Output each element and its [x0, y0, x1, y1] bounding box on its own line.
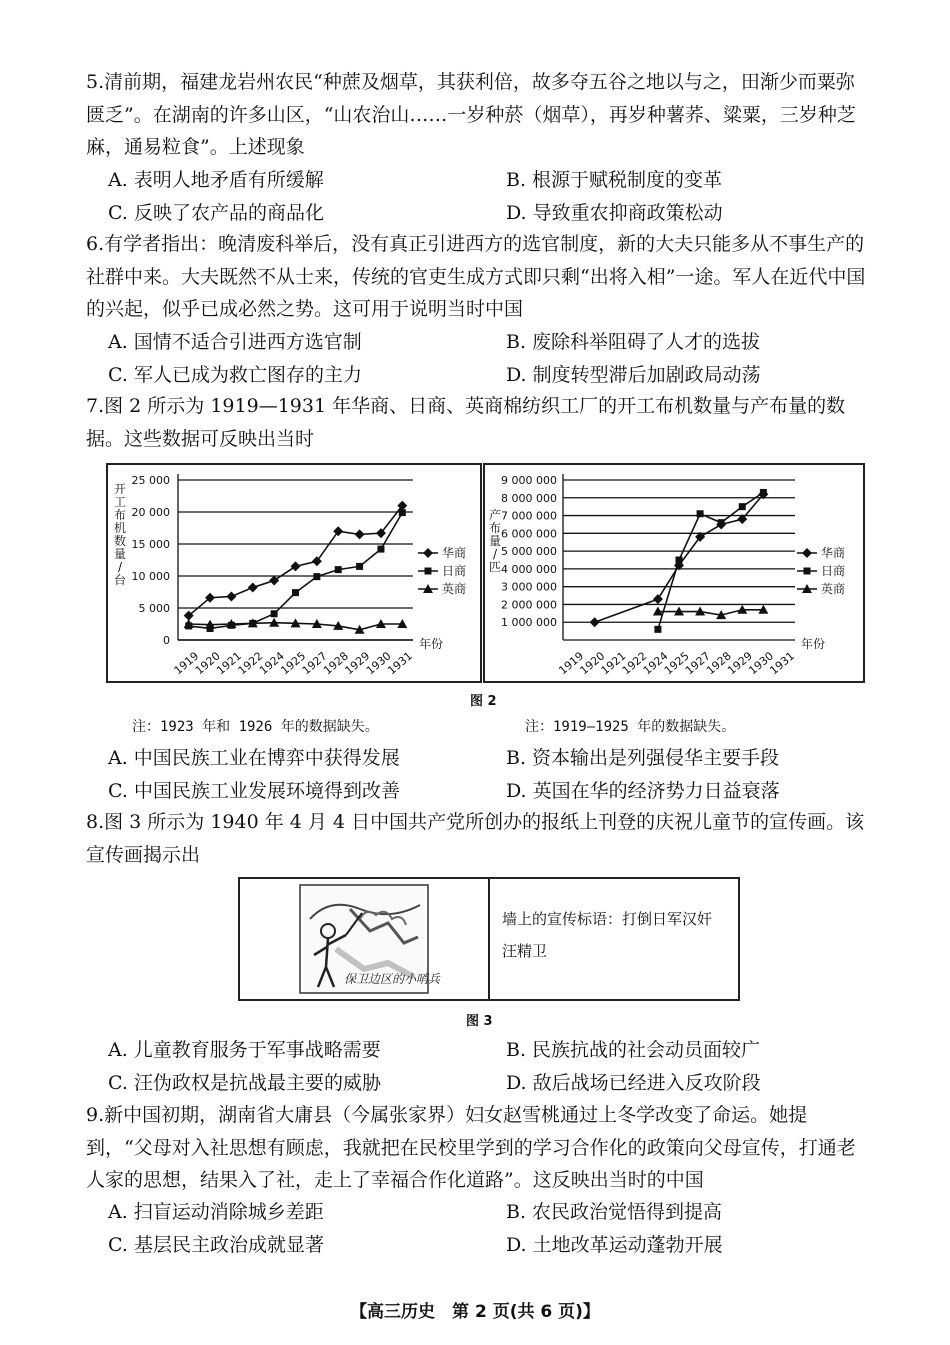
- series-line-英商: [658, 610, 763, 615]
- y-axis-label-char: 台: [113, 573, 127, 587]
- y-tick-label: 9 000 000: [501, 474, 557, 487]
- data-point-日商: [271, 610, 278, 617]
- y-tick-label: 2 000 000: [501, 598, 557, 612]
- question-stem: 8.图 3 所示为 1940 年 4 月 4 日中国共产党所创办的报纸上刊登的庆祝儿童节的宣传画。该宣传画揭示出: [86, 811, 865, 866]
- question-9: [86, 1099, 870, 1197]
- data-point-日商: [760, 489, 767, 496]
- x-tick-label: 1931: [385, 649, 415, 678]
- data-point-华商: [248, 583, 258, 593]
- data-point-华商: [653, 594, 663, 604]
- y-tick-label: 15 000: [131, 538, 170, 551]
- y-tick-label: 20 000: [131, 506, 170, 519]
- option-c[interactable]: C. 中国民族工业发展环境得到改善: [108, 779, 400, 802]
- legend-label: 英商: [821, 582, 846, 596]
- option-d[interactable]: D. 英国在华的经济势力日益衰落: [506, 779, 780, 802]
- poster-caption-text: 保卫边区的小哨兵: [344, 972, 441, 986]
- data-point-日商: [718, 519, 725, 526]
- data-point-日商: [654, 626, 661, 633]
- x-tick-label: 1927: [299, 649, 330, 678]
- legend-marker: [804, 568, 811, 575]
- y-tick-label: 1 000 000: [501, 616, 557, 630]
- data-point-华商: [355, 529, 365, 539]
- y-tick-label: 5 000: [138, 602, 170, 615]
- legend-label: 日商: [442, 564, 467, 578]
- legend-marker: [802, 548, 812, 558]
- propaganda-poster: [238, 877, 740, 1001]
- series-line-华商: [189, 506, 403, 616]
- option-d[interactable]: D. 土地改革运动蓬勃开展: [506, 1233, 723, 1256]
- question-5-options: [108, 164, 868, 229]
- question-stem: 6.有学者指出：晚清废科举后，没有真正引进西方的选官制度，新的大夫只能多从不事生产的社群中来。大夫既然不从士来，传统的官吏生成方式即只剩“出将入相”一途。军人在近代中国的兴起，似乎已成必然之势。这可用于说明当时中国: [86, 233, 866, 320]
- y-tick-label: 6 000 000: [501, 527, 557, 541]
- question-stem: 7.图 2 所示为 1919—1931 年华商、日商、英商棉纺织工厂的开工布机数量与产布量的数据。这些数据可反映出当时: [86, 395, 846, 450]
- y-axis-label-char: 布: [113, 508, 127, 522]
- option-b[interactable]: B. 资本输出是列强侵华主要手段: [506, 747, 780, 769]
- y-tick-label: 4 000 000: [501, 562, 557, 576]
- data-point-日商: [313, 573, 320, 580]
- x-tick-label: 1924: [256, 649, 287, 678]
- legend-label: 华商: [442, 546, 467, 560]
- y-tick-label: 3 000 000: [501, 580, 557, 594]
- option-a[interactable]: A. 儿童教育服务于军事战略需要: [108, 1039, 381, 1061]
- y-axis-label-char: 产: [488, 508, 502, 522]
- question-6-options: [108, 326, 868, 391]
- x-tick-label: 1919: [556, 649, 587, 678]
- x-axis-label: 年份: [801, 637, 826, 651]
- question-stem: 5.清前期，福建龙岩州农民“种蔗及烟草，其获利倍，故多夺五谷之地以与之，田渐少而粟弥匮乏”。在湖南的许多山区，“山农治山……一岁种菸（烟草），再岁种薯荞、粱粟，三岁种芝麻，通易粒食”。上述现象: [86, 71, 856, 158]
- loom-count-chart-svg: [108, 465, 480, 681]
- cloth-output-chart-svg: [485, 465, 863, 681]
- figure-2-note-left: 注：1923 年和 1926 年的数据缺失。: [132, 719, 379, 735]
- child-sentry-drawing: [240, 879, 488, 999]
- data-point-华商: [269, 575, 279, 585]
- x-tick-label: 1927: [682, 649, 713, 678]
- option-d[interactable]: D. 制度转型滞后加剧政局动荡: [506, 363, 761, 386]
- option-c[interactable]: C. 汪伪政权是抗战最主要的威胁: [108, 1071, 381, 1094]
- option-a[interactable]: A. 国情不适合引进西方选官制: [108, 331, 362, 353]
- data-point-日商: [377, 546, 384, 553]
- figure-3-caption: 图 3: [466, 1014, 493, 1029]
- question-5: [86, 66, 870, 164]
- y-axis-label-char: 量: [488, 534, 502, 548]
- data-point-华商: [226, 591, 236, 601]
- option-b[interactable]: B. 民族抗战的社会动员面较广: [506, 1039, 761, 1061]
- option-c[interactable]: C. 反映了农产品的商品化: [108, 201, 324, 224]
- option-b[interactable]: B. 废除科举阻碍了人才的选拔: [506, 331, 761, 353]
- y-axis-label-char: /: [492, 547, 498, 561]
- figure-2-note-right: 注：1919—1925 年的数据缺失。: [525, 719, 736, 735]
- y-tick-label: 5 000 000: [501, 545, 557, 559]
- y-tick-label: 0: [163, 634, 170, 647]
- x-tick-label: 1930: [363, 649, 394, 678]
- y-tick-label: 7 000 000: [501, 509, 557, 523]
- question-9-options: [108, 1196, 868, 1261]
- data-point-日商: [676, 557, 683, 564]
- question-8-options: [108, 1034, 868, 1099]
- legend-label: 华商: [821, 546, 846, 560]
- x-tick-label: 1924: [640, 649, 671, 678]
- y-axis-label-char: 布: [488, 521, 502, 535]
- x-tick-label: 1930: [746, 649, 777, 678]
- y-tick-label: 25 000: [131, 474, 170, 487]
- x-tick-label: 1931: [767, 649, 798, 678]
- option-b[interactable]: B. 农民政治觉悟得到提高: [506, 1201, 723, 1223]
- x-tick-label: 1921: [598, 649, 629, 678]
- option-a[interactable]: A. 扫盲运动消除城乡差距: [108, 1201, 324, 1223]
- x-tick-label: 1921: [214, 649, 245, 678]
- x-axis-label: 年份: [419, 637, 444, 651]
- option-d[interactable]: D. 敌后战场已经进入反攻阶段: [506, 1071, 761, 1094]
- y-axis-label-char: 量: [113, 547, 127, 561]
- question-7-options: [108, 742, 868, 807]
- data-point-日商: [399, 509, 406, 516]
- y-axis-label-char: /: [117, 560, 123, 574]
- data-point-华商: [291, 561, 301, 571]
- x-tick-label: 1922: [619, 649, 650, 678]
- legend-label: 日商: [821, 564, 846, 578]
- figure-2-caption: 图 2: [470, 694, 497, 709]
- x-tick-label: 1929: [725, 649, 755, 678]
- x-tick-label: 1928: [321, 649, 351, 678]
- option-c[interactable]: C. 基层民主政治成就显著: [108, 1233, 324, 1256]
- y-axis-label-char: 工: [113, 495, 127, 509]
- x-tick-label: 1925: [278, 649, 309, 678]
- poster-slogan: 墙上的宣传标语：打倒日军汉奸汪精卫: [502, 910, 713, 960]
- y-axis-label-char: 数: [113, 534, 127, 548]
- data-point-华商: [312, 556, 322, 566]
- chart-cloth-output: [483, 463, 865, 683]
- question-7: [86, 390, 870, 455]
- option-b[interactable]: B. 根源于赋税制度的变革: [506, 169, 723, 191]
- x-tick-label: 1925: [661, 649, 692, 678]
- question-stem: 9.新中国初期，湖南省大庸县（今属张家界）妇女赵雪桃通过上冬学改变了命运。她提到，“父母对入社思想有顾虑，我就把在民校里学到的学习合作化的政策向父母宣传，打通老人家的思想，结果入了社，走上了幸福合作化道路”。这反映出当时的中国: [86, 1104, 856, 1191]
- data-point-日商: [356, 563, 363, 570]
- option-a[interactable]: A. 中国民族工业在博弈中获得发展: [108, 747, 400, 769]
- x-tick-label: 1920: [577, 649, 608, 678]
- option-a[interactable]: A. 表明人地矛盾有所缓解: [108, 169, 324, 191]
- x-tick-label: 1919: [171, 649, 202, 678]
- data-point-华商: [590, 617, 600, 627]
- x-tick-label: 1928: [704, 649, 734, 678]
- data-point-华商: [333, 526, 343, 536]
- data-point-日商: [739, 503, 746, 510]
- legend-label: 英商: [442, 582, 467, 596]
- y-axis-label-char: 匹: [488, 560, 502, 574]
- question-8: [86, 806, 870, 871]
- x-tick-label: 1922: [235, 649, 266, 678]
- option-c[interactable]: C. 军人已成为救亡图存的主力: [108, 363, 362, 386]
- y-tick-label: 10 000: [131, 570, 170, 583]
- data-point-日商: [292, 589, 299, 596]
- option-d[interactable]: D. 导致重农抑商政策松动: [506, 201, 723, 224]
- data-point-日商: [335, 566, 342, 573]
- y-axis-label-char: 机: [113, 521, 127, 535]
- y-axis-label-char: 开: [113, 482, 127, 496]
- legend-marker: [425, 568, 432, 575]
- x-tick-label: 1920: [192, 649, 223, 678]
- chart-loom-count: [106, 463, 482, 683]
- question-6: [86, 228, 870, 326]
- y-tick-label: 8 000 000: [501, 491, 557, 505]
- poster-illustration: [240, 879, 490, 999]
- x-tick-label: 1929: [342, 649, 373, 678]
- legend-marker: [423, 548, 433, 558]
- page-footer: 【高三历史 第 2 页(共 6 页)】: [350, 1302, 600, 1322]
- data-point-日商: [697, 510, 704, 517]
